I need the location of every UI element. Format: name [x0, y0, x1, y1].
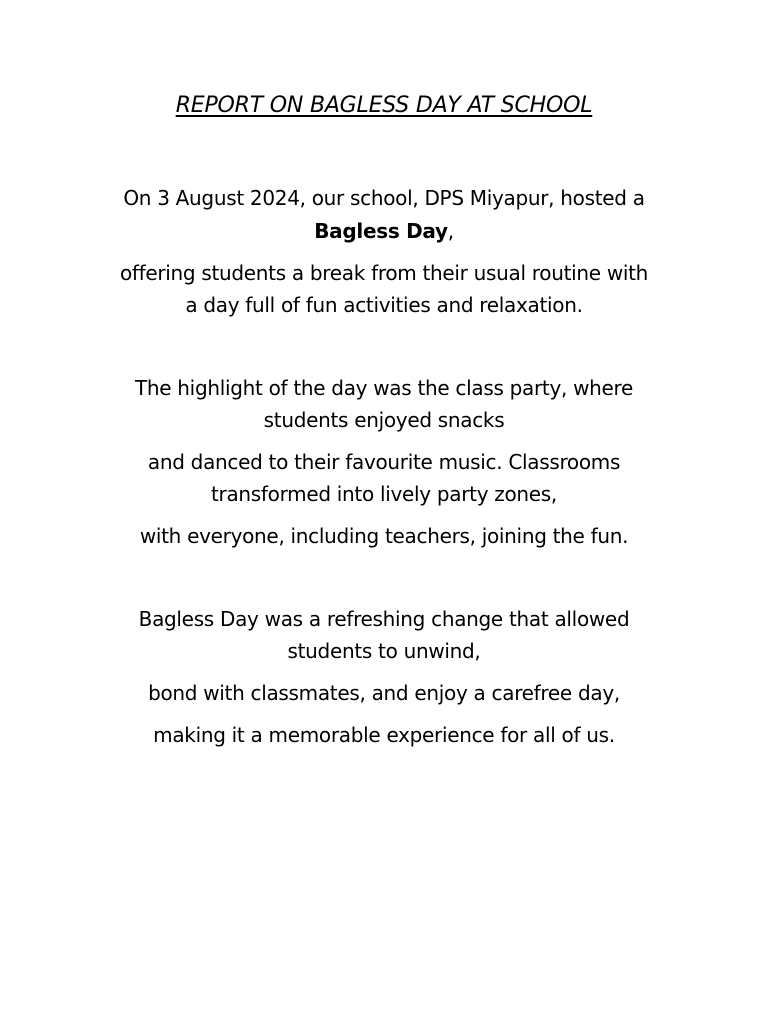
- paragraph-2-line-5: with everyone, including teachers, joining the fun.: [139, 524, 629, 548]
- paragraph-2-line-1: The highlight of the day was the class party, where: [134, 376, 634, 400]
- bagless-day-bold-text: Bagless Day: [314, 219, 448, 243]
- paragraph-3-line-2: students to unwind,: [287, 639, 481, 663]
- paragraph-2-line-2: students enjoyed snacks: [263, 408, 505, 432]
- paragraph-3-line-4: making it a memorable experience for all of us.: [153, 723, 615, 747]
- paragraph-1-line-3: offering students a break from their usual routine with: [119, 261, 649, 285]
- paragraph-2-line-4: transformed into lively party zones,: [211, 482, 557, 506]
- paragraph-1-line-2: [0, 217, 768, 245]
- report-title: REPORT ON BAGLESS DAY AT SCHOOL: [175, 93, 593, 118]
- paragraph-2-line-3: and danced to their favourite music. Classrooms: [147, 450, 621, 474]
- comma-text: ,: [447, 219, 454, 243]
- paragraph-3-line-3: bond with classmates, and enjoy a carefree day,: [148, 681, 620, 705]
- paragraph-1-line-4: a day full of fun activities and relaxation.: [185, 293, 583, 317]
- paragraph-3-line-1: Bagless Day was a refreshing change that allowed: [138, 607, 630, 631]
- paragraph-1-line-1: On 3 August 2024, our school, DPS Miyapur, hosted a: [123, 186, 645, 210]
